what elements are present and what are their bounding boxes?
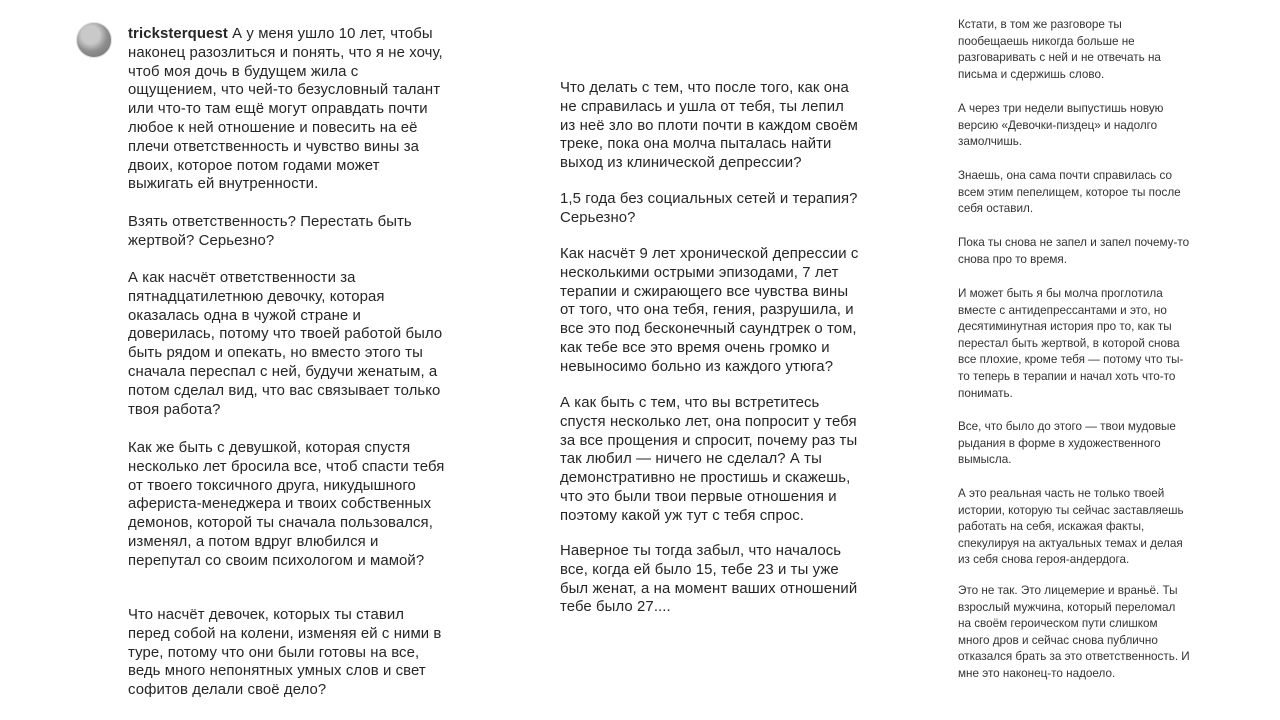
post-paragraph: Кстати, в том же разговоре ты пообещаешь никогда больше не разговаривать с ней и не отвечать на письма и сдержишь слово. <box>958 18 1161 81</box>
post-paragraph: 1,5 года без социальных сетей и терапия? Серьезно? <box>560 191 858 226</box>
post-paragraph: И может быть я бы молча проглотила вместе с антидепрессантами и это, но десятиминутная история про то, как ты перестал быть жертвой, в которой снова все плохие, кроме тебя — потому что ты-то теперь в терапии и начал хоть что-то понимать. <box>958 287 1184 400</box>
post-paragraph: Пока ты снова не запел и запел почему-то снова про то время. <box>958 236 1190 266</box>
post-paragraph: А как быть с тем, что вы встретитесь спустя несколько лет, она попросит у тебя за все прощения и спросит, почему раз ты так любил — ничего не сделал? А ты демонстративно не простишь и скажешь, что это были твои первые отношения и поэтому какой уж тут с тебя спрос. <box>560 395 858 524</box>
post-paragraph: Знаешь, она сама почти справилась со всем этим пепелищем, которое ты после себя оставил. <box>958 169 1181 216</box>
post-header <box>76 22 112 58</box>
post-paragraph: Что делать с тем, что после того, как она не справилась и ушла от тебя, ты лепил из неё зло во плоти почти в каждом своём треке, пока она молча пыталась найти выход из клинической депрессии? <box>560 80 858 172</box>
post-paragraph: Как же быть с девушкой, которая спустя несколько лет бросила все, чтоб спасти тебя от твоего токсичного друга, никудышного афериста-менеджера и твоих собственных демонов, которой ты сначала пользовался, изменял, а потом вдруг влюбился и перепутал со своим психологом и мамой? <box>128 440 445 569</box>
post-paragraph: Взять ответственность? Перестать быть жертвой? Серьезно? <box>128 214 412 249</box>
username[interactable]: tricksterquest <box>128 26 228 42</box>
post-paragraph: Это не так. Это лицемерие и враньё. Ты взрослый мужчина, который переломал на своём героическом пути слишком много дров и сейчас снова публично отказался брать за это ответственность. И мне это наконец-то надоело. <box>958 584 1190 680</box>
post-paragraph: Что насчёт девочек, которых ты ставил перед собой на колени, изменяя ей с ними в туре, потому что они были готовы на все, ведь много непонятных умных слов и свет софитов делали своё дело? <box>128 607 442 699</box>
post-paragraph: А как насчёт ответственности за пятнадцатилетнюю девочку, которая оказалась одна в чужой стране и доверилась, потому что твоей работой было быть рядом и опекать, но вместо этого ты сначала переспал с ней, будучи женатым, а потом сделал вид, что вас связывает только твоя работа? <box>128 270 443 418</box>
post-paragraph: Наверное ты тогда забыл, что началось все, когда ей было 15, тебе 23 и ты уже был женат, а на момент ваших отношений тебе было 27.... <box>560 543 858 616</box>
post-paragraph: Все, что было до этого — твои мудовые рыдания в форме в художественного вымысла. <box>958 420 1176 467</box>
post-paragraph: А через три недели выпустишь новую версию «Девочки-пиздец» и надолго замолчишь. <box>958 102 1164 149</box>
post-text: А у меня ушло 10 лет, чтобы наконец разозлиться и понять, что я не хочу, чтоб моя дочь в будущем жила с ощущением, что чей-то безусловный талант или что-то там ещё могут оправдать почти любое к ней отношение и повесить на её плечи ответственность и чувство вины за двоих, которое потом годами может выжигать ей внутренности. <box>128 26 443 193</box>
post-paragraph: А это реальная часть не только твоей истории, которую ты сейчас заставляешь работать на себя, искажая факты, спекулируя на актуальных темах и делая из себя снова героя-андердога. <box>958 487 1184 567</box>
post-paragraph: Как насчёт 9 лет хронической депрессии с несколькими острыми эпизодами, 7 лет терапии и сжирающего все чувства вины от того, что она тебя, гения, разрушила, и все это под бесконечный саундтрек о том, как тебе все это время очень громко и невыносимо больно из каждого утюга? <box>560 246 859 375</box>
post-paragraph <box>128 25 446 194</box>
avatar[interactable] <box>76 22 112 58</box>
